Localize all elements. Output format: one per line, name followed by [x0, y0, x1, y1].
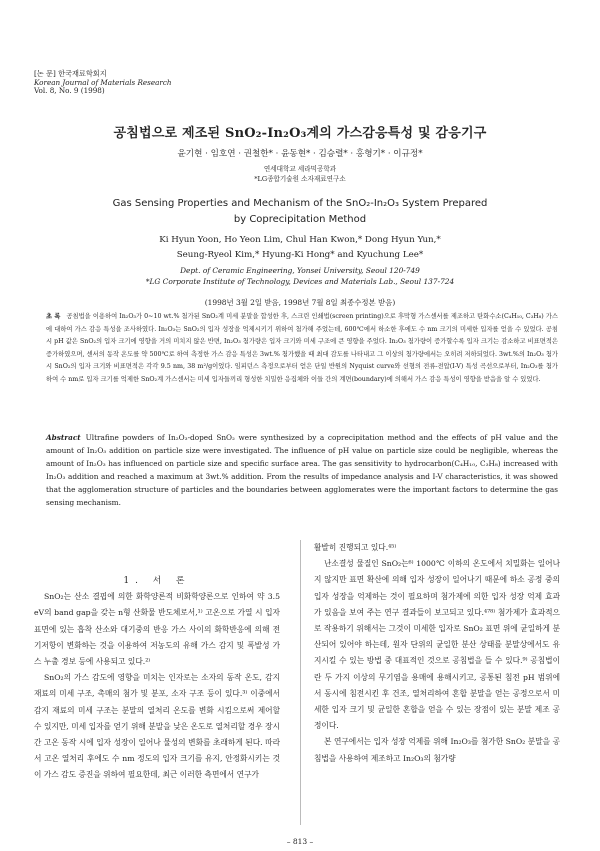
left-column: [34, 573, 280, 784]
korean-abstract: [46, 311, 558, 387]
english-abstract: [46, 432, 558, 509]
english-title-line: Gas Sensing Properties and Mechanism of the SnO₂-In₂O₃ System Prepared: [112, 198, 488, 209]
paragraph: 활발히 진행되고 있다.⁴⁵⁾: [314, 543, 397, 552]
abstract-text: Ultrafine powders of In₂O₃-doped SnO₂ were synthesized by a coprecipitation method and the effects of pH value and the amount of In₂O₃ addition on particle size were investigated. The influence of pH value on particle size could be negligible, whereas the amount of In₂O₃ has influenced on particle size and specific surface area. The gas sensitivity to hydrocarbon(C₄H₁₀, C₃H₈) increased with In₂O₃ addition and reached a maximum at 3wt.% addition. From the results of impedance analysis and I-V characteristics, it was showed that the agglomeration structure of particles and the boundaries between agglomerates were the important factors to determine the gas sensing mechanism.: [46, 433, 558, 507]
paragraph: 난소결성 물질인 SnO₂는⁶⁾ 1000℃ 이하의 온도에서 치밀화는 일어나지 않지만 표면 확산에 의해 입자 성장이 일어나기 때문에 하소 공정 중의 입자 성장을 억제하는 것이 필요하며 첨가제에 의한 입자 성장 억제 효과가 있음을 보여 주는 연구 결과들이 보고되고 있다.⁴⁷⁸⁾ 첨가제가 효과적으로 작용하기 위해서는 그것이 미세한 입자로 SnO₂ 표면 위에 균일하게 분산되어 있어야 하는데, 원자 단위의 균일한 분산 상태를 분말상에서도 유지시킬 수 있는 방법 중 대표적인 것으로 공침법을 들 수 있다.⁹⁾ 공침법이란 두 가지 이상의 무기염을 용매에 용해시키고, 공통된 침전 pH 범위에서 동시에 침전시킨 후 건조, 열처리하여 혼합 분말을 얻는 공정으로서 미세한 입자 크기 및 균일한 혼합을 얻을 수 있는 장점이 있는 분말 제조 공정이다.: [314, 559, 560, 731]
abstract-lead: Abstract: [46, 433, 81, 442]
english-title: [0, 196, 600, 228]
section-heading: 1. 서 론: [123, 576, 191, 586]
english-affiliations: [0, 266, 600, 287]
journal-header: [34, 70, 172, 96]
korean-title: 공침법으로 제조된 SnO₂-In₂O₃계의 가스감응특성 및 감응기구: [113, 126, 487, 141]
journal-header-line: [논 문] 한국재료학회지: [34, 69, 107, 78]
received-dates: (1998년 3월 2일 받음, 1998년 7월 8일 최종수정본 받음): [204, 298, 396, 307]
paragraph: SnO₂는 산소 결핍에 의한 화학양론적 비화학양론으로 인하여 약 3.5 eV의 band gap을 갖는 n형 산화물 반도체로서,¹⁾ 고온으로 가열 시 입자 표면에 있는 흡착 산소와 대기중의 반응 가스 사이의 화학반응에 의해 전기저항이 변화하는 것을 이용하여 저농도의 유해 가스 감지 및 폭발성 가스 누출 경보 등에 사용되고 있다.²⁾: [34, 592, 280, 667]
column-divider: [300, 540, 301, 825]
affiliation-line: 연세대학교 세라믹공학과: [263, 165, 337, 173]
author-line: Ki Hyun Yoon, Ho Yeon Lim, Chul Han Kwon,* Dong Hyun Yun,*: [159, 235, 441, 245]
author-line: Seung-Ryeol Kim,* Hyung-Ki Hong* and Kyuchung Lee*: [176, 249, 424, 260]
right-column: [314, 540, 560, 767]
journal-header-line: Vol. 8, No. 9 (1998): [34, 86, 105, 96]
journal-header-line: Korean Journal of Materials Research: [34, 77, 172, 87]
paragraph: 본 연구에서는 입자 성장 억제를 위해 In₂O₃를 첨가한 SnO₂ 분말을 공침법을 사용하여 제조하고 In₂O₃의 첨가량: [314, 737, 560, 763]
abstract-text: 공침법을 이용하여 In₂O₃가 0~10 wt.% 첨가된 SnO₂계 미세 분말을 합성한 후, 스크린 인쇄법(screen printing)으로 후막형 가스센서를 제조하고 탄화수소(C₄H₁₀, C₃H₈) 가스에 대하여 가스 감응 특성을 조사하였다. In₂O₃는 SnO₂의 입자 성장을 억제시키기 위하여 첨가해 주었는데, 600℃에서 하소한 후에도 수 nm 크기의 미세한 입자를 얻을 수 있었다. 공침시 pH 값은 SnO₂의 입자 크기에 영향을 거의 미치지 않은 반면, In₂O₃ 첨가량은 입자 크기와 미세 구조에 큰 영향을 주었다. In₂O₃ 첨가량이 증가할수록 입자 크기는 감소하고 비표면적은 증가하였으며, 센서의 동작 온도를 약 500℃로 하여 측정한 가스 감응 특성은 3wt.% 첨가했을 때 최대 감도를 나타내고 그 이상의 첨가량에서는 오히려 저하되었다. 3wt.%의 In₂O₃ 첨가시 SnO₂의 입자 크기와 비표면적은 각각 9.5 nm, 38 m²/g이었다. 임피던스 측정으로부터 얻은 단일 반원의 Nyquist curve와 선형의 전류-전압(I-V) 특성 곡선으로부터, In₂O₃를 첨가하여 수 nm로 입자 크기를 억제한 SnO₂계 가스센서는 미세 입자들끼리 형성한 치밀한 응집체와 이들 간의 계면(boundary)에 의해서 가스 감응 특성이 영향을 받음을 알 수 있었다.: [46, 313, 558, 383]
korean-affiliations: [0, 164, 600, 184]
affiliation-line: *LG종합기술원 소자재료연구소: [254, 175, 346, 183]
paragraph: SnO₂의 가스 감도에 영향을 미치는 인자로는 소자의 동작 온도, 감지 재료의 미세 구조, 촉매의 첨가 및 분포, 소자 구조 등이 있다.³⁾ 이중에서 감지 재료의 미세 구조는 분말의 열처리 온도를 변화 시킴으로써 제어할 수 있지만, 미세 입자를 얻기 위해 분말을 낮은 온도로 열처리할 경우 장시간 고온 동작 시에 입자 성장이 일어나 물성의 변화를 초래하게 된다. 따라서 고온 열처리 후에도 수 nm 정도의 입자 크기를 유지, 안정화시키는 것이 가스 감도 증진을 위하여 필요한데, 최근 이러한 측면에서 연구가: [34, 673, 280, 780]
english-authors: [0, 233, 600, 262]
affiliation-line: Dept. of Ceramic Engineering, Yonsei University, Seoul 120-749: [180, 266, 420, 275]
english-title-line: by Coprecipitation Method: [233, 214, 367, 225]
affiliation-line: *LG Corporate Institute of Technology, Devices and Materials Lab., Seoul 137-724: [145, 276, 455, 286]
page-number: – 813 –: [286, 837, 314, 846]
abstract-lead: 초 록: [46, 313, 61, 320]
korean-authors: 윤기현 · 임호연 · 권철한* · 윤동현* · 김승렬* · 홍형기* · 이규정*: [177, 149, 423, 159]
